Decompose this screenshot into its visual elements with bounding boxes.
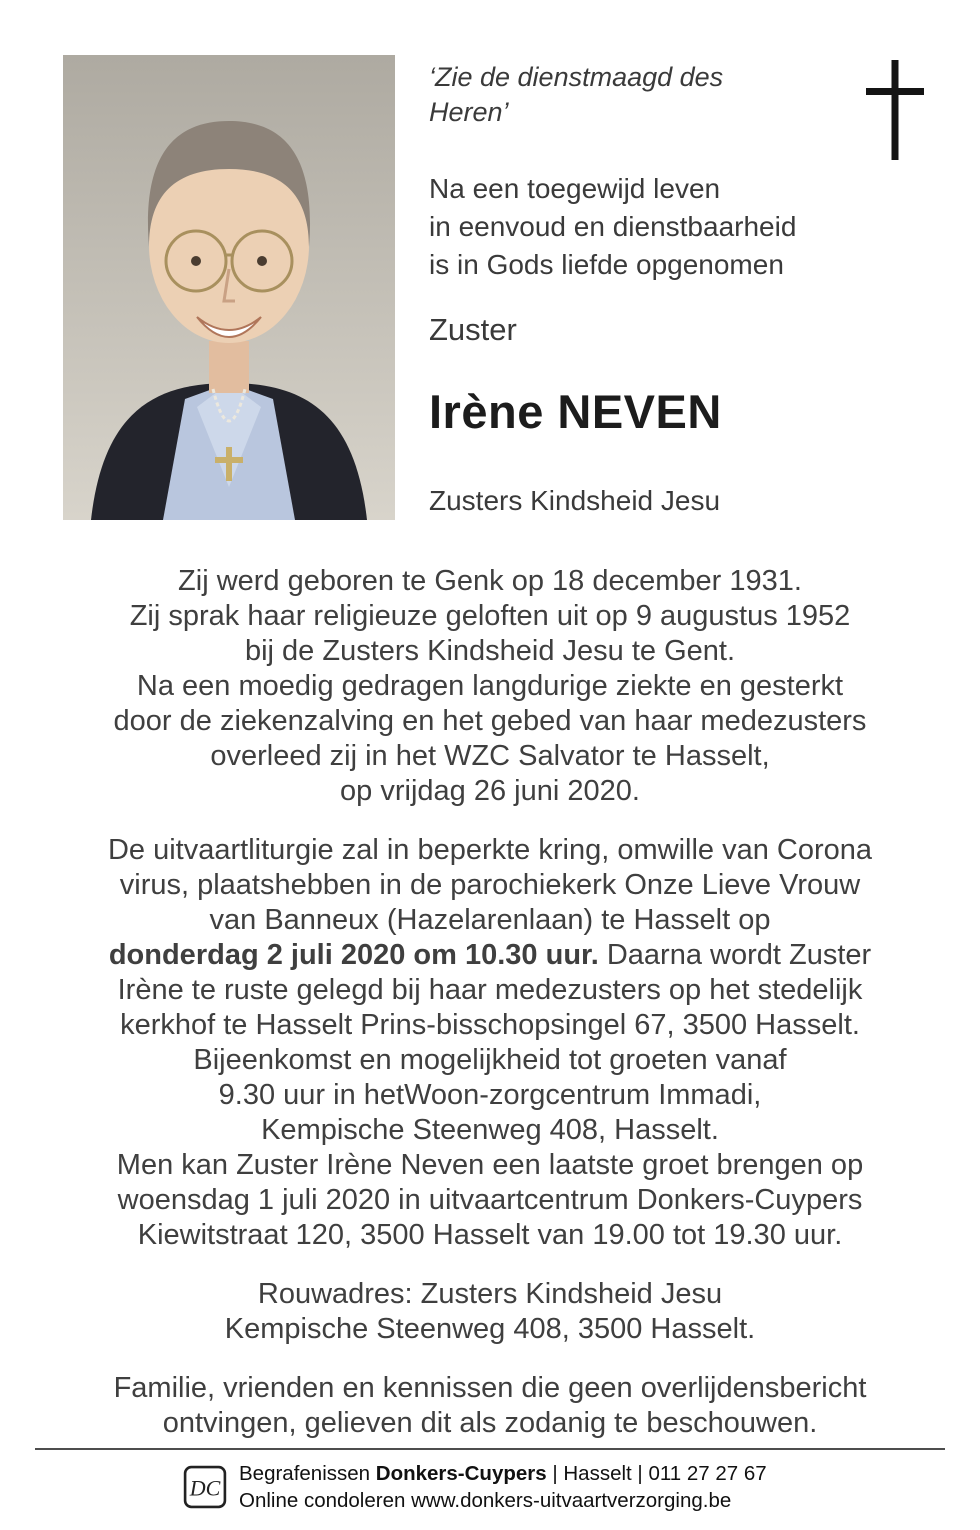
text-line: bij de Zusters Kindsheid Jesu te Gent. xyxy=(244,635,736,667)
text-line: Rouwadres: Zusters Kindsheid Jesu xyxy=(257,1278,723,1310)
funeral-paragraph xyxy=(0,833,980,1253)
footer-divider xyxy=(35,1448,945,1450)
religious-title: Zuster xyxy=(429,312,517,347)
cross-icon xyxy=(866,60,924,160)
text-line: 9.30 uur in hetWoon-zorgcentrum Immadi, xyxy=(218,1079,762,1111)
footer-contact: | Hasselt | 011 27 27 67 xyxy=(546,1462,767,1485)
logo-monogram: DC xyxy=(189,1475,221,1501)
funeral-datetime: donderdag 2 juli 2020 om 10.30 uur. xyxy=(108,939,599,971)
cross-vertical-bar xyxy=(892,60,899,160)
text-line: Daarna wordt Zuster xyxy=(598,939,872,971)
footer-prefix: Begrafenissen xyxy=(239,1462,376,1485)
intro-line: in eenvoud en dienstbaarheid xyxy=(429,211,797,242)
text-line: Na een moedig gedragen langdurige ziekte en gesterkt xyxy=(136,670,844,702)
portrait-illustration xyxy=(63,55,395,520)
deceased-name: Irène NEVEN xyxy=(429,385,722,438)
text-line: Men kan Zuster Irène Neven een laatste groet brengen op xyxy=(116,1149,864,1181)
intro-line: is in Gods liefde opgenomen xyxy=(429,249,784,280)
text-line: ontvingen, gelieven dit als zodanig te beschouwen. xyxy=(162,1407,818,1439)
text-line: De uitvaartliturgie zal in beperkte kring, omwille van Corona xyxy=(107,834,873,866)
logo-monogram-icon xyxy=(183,1465,227,1509)
congregation-name: Zusters Kindsheid Jesu xyxy=(429,485,721,516)
intro-text xyxy=(429,170,796,284)
footer-line-1 xyxy=(239,1460,767,1487)
text-line: kerkhof te Hasselt Prins-bisschopsingel 67, 3500 Hasselt. xyxy=(120,1009,860,1041)
text-line: Kempische Steenweg 408, Hasselt. xyxy=(261,1114,719,1146)
quote-line: Heren’ xyxy=(429,97,509,127)
announcement-body xyxy=(0,564,980,1441)
footer-row xyxy=(183,1460,980,1514)
life-paragraph xyxy=(0,564,980,809)
mourning-address-paragraph xyxy=(0,1277,980,1347)
header-text-column xyxy=(429,55,796,520)
text-line: Zij sprak haar religieuze geloften uit op 9 augustus 1952 xyxy=(129,600,851,632)
funeral-datetime-line xyxy=(0,938,980,973)
footer-text xyxy=(239,1460,767,1514)
text-line: Kempische Steenweg 408, 3500 Hasselt. xyxy=(224,1313,756,1345)
cross-horizontal-bar xyxy=(866,88,924,95)
text-line: overleed zij in het WZC Salvator te Hasselt, xyxy=(210,740,770,772)
text-line: Bijeenkomst en mogelijkheid tot groeten vanaf xyxy=(193,1044,787,1076)
header-section xyxy=(0,0,980,520)
footer-section xyxy=(0,1448,980,1514)
text-line: Irène te ruste gelegd bij haar medezusters op het stedelijk xyxy=(117,974,863,1006)
funeral-home-name: Donkers-Cuypers xyxy=(375,1462,547,1485)
family-notice-paragraph xyxy=(0,1371,980,1441)
funeral-home-logo xyxy=(183,1465,227,1509)
text-line: Zij werd geboren te Genk op 18 december 1931. xyxy=(178,565,802,597)
text-line: Kiewitstraat 120, 3500 Hasselt van 19.00 tot 19.30 uur. xyxy=(137,1219,843,1251)
text-line: van Banneux (Hazelarenlaan) te Hasselt op xyxy=(209,904,771,936)
text-line: Familie, vrienden en kennissen die geen overlijdensbericht xyxy=(113,1372,867,1404)
text-line: virus, plaatshebben in de parochiekerk Onze Lieve Vrouw xyxy=(119,869,861,901)
text-line: op vrijdag 26 juni 2020. xyxy=(340,775,640,807)
text-line: door de ziekenzalving en het gebed van haar medezusters xyxy=(113,705,867,737)
quote-line: ‘Zie de dienstmaagd des xyxy=(429,62,724,92)
intro-line: Na een toegewijd leven xyxy=(429,173,721,204)
portrait-photo xyxy=(63,55,395,520)
text-line: woensdag 1 juli 2020 in uitvaartcentrum Donkers-Cuypers xyxy=(117,1184,863,1216)
scripture-quote xyxy=(429,60,796,130)
footer-line-2: Online condoleren www.donkers-uitvaartverzorging.be xyxy=(239,1489,732,1512)
